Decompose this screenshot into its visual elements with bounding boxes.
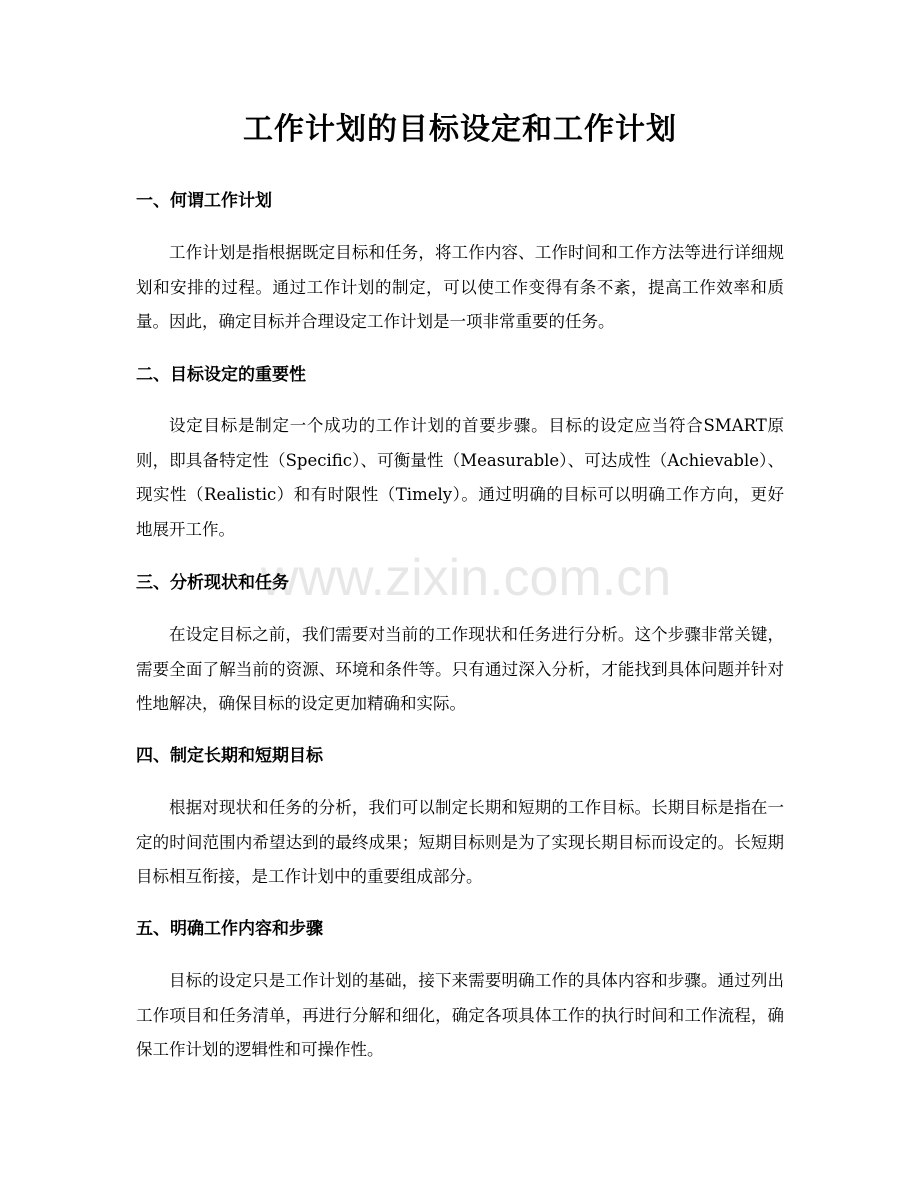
- watermark: www.zixin.com.cn: [260, 549, 672, 607]
- section-body-4: 根据对现状和任务的分析，我们可以制定长期和短期的工作目标。长期目标是指在一定的时间范围内希望达到的最终成果；短期目标则是为了实现长期目标而设定的。长短期目标相互衔接，是工作计划中的重要组成部分。: [136, 798, 784, 886]
- section-heading-1: 一、何谓工作计划: [136, 191, 272, 211]
- section-body-1: 工作计划是指根据既定目标和任务，将工作内容、工作时间和工作方法等进行详细规划和安排的过程。通过工作计划的制定，可以使工作变得有条不紊，提高工作效率和质量。因此，确定目标并合理设定工作计划是一项非常重要的任务。: [136, 243, 784, 331]
- document-title: 工作计划的目标设定和工作计划: [243, 112, 677, 147]
- section-heading-5: 五、明确工作内容和步骤: [136, 919, 323, 939]
- section-body-5: 目标的设定只是工作计划的基础，接下来需要明确工作的具体内容和步骤。通过列出工作项目和任务清单，再进行分解和细化，确定各项具体工作的执行时间和工作流程，确保工作计划的逻辑性和可操作性。: [136, 971, 784, 1059]
- section-body-2: 设定目标是制定一个成功的工作计划的首要步骤。目标的设定应当符合SMART原则，即具备特定性（Specific）、可衡量性（Measurable）、可达成性（Achievable）、现实性（Realistic）和有时限性（Timely）。通过明确的目标可以明确工作方向，更好地展开工作。: [136, 416, 784, 539]
- section-heading-2: 二、目标设定的重要性: [136, 365, 306, 385]
- section-body-3: 在设定目标之前，我们需要对当前的工作现状和任务进行分析。这个步骤非常关键，需要全面了解当前的资源、环境和条件等。只有通过深入分析，才能找到具体问题并针对性地解决，确保目标的设定更加精确和实际。: [136, 625, 784, 713]
- section-heading-3: 三、分析现状和任务: [136, 573, 289, 593]
- section-heading-4: 四、制定长期和短期目标: [136, 746, 323, 766]
